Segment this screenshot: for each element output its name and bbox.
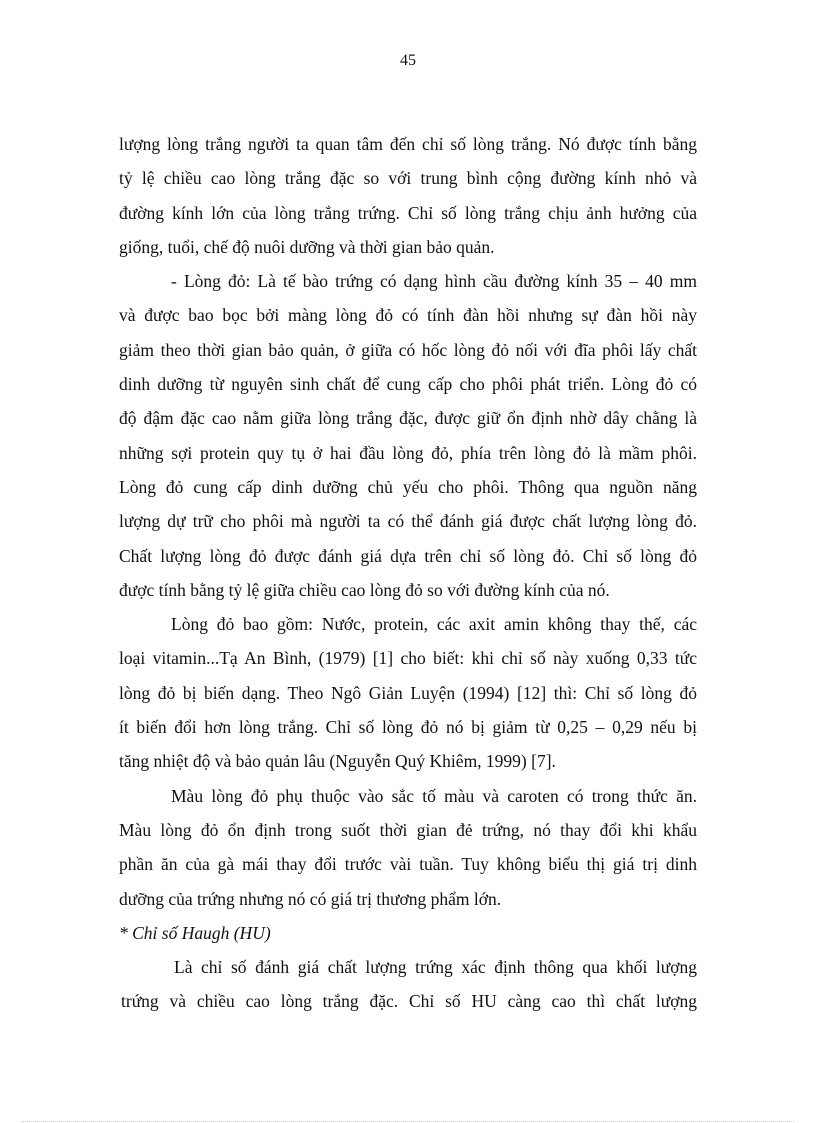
text-line: Chất lượng lòng đỏ được đánh giá dựa trên chỉ số lòng đỏ. Chỉ số lòng đỏ xyxy=(119,545,697,566)
text-line: lượng dự trữ cho phôi mà người ta có thể đánh giá được chất lượng lòng đỏ. xyxy=(119,511,697,532)
page-bottom-rule xyxy=(22,1121,794,1122)
text-line: - Lòng đỏ: Là tế bào trứng có dạng hình cầu đường kính 35 – 40 mm xyxy=(171,271,697,292)
text-line: tăng nhiệt độ và bảo quản lâu (Nguyễn Quý Khiêm, 1999) [7]. xyxy=(119,751,556,772)
text-line: giảm theo thời gian bảo quản, ở giữa có hốc lòng đỏ nối với đĩa phôi lấy chất xyxy=(119,339,697,360)
text-line: tỷ lệ chiều cao lòng trắng đặc so với trung bình cộng đường kính nhỏ và xyxy=(119,168,697,189)
page-number: 45 xyxy=(400,52,416,69)
text-line: dinh dưỡng từ nguyên sinh chất để cung cấp cho phôi phát triển. Lòng đỏ có xyxy=(119,374,697,395)
text-line: dưỡng của trứng nhưng nó có giá trị thương phẩm lớn. xyxy=(119,888,502,909)
text-line: Màu lòng đỏ phụ thuộc vào sắc tố màu và caroten có trong thức ăn. xyxy=(171,785,697,806)
text-line: những sợi protein quy tụ ở hai đầu lòng đỏ, phía trên lòng đỏ là mầm phôi. xyxy=(119,442,697,463)
text-line: trứng và chiều cao lòng trắng đặc. Chỉ số HU càng cao thì chất lượng xyxy=(121,991,697,1012)
text-line: phần ăn của gà mái thay đổi trước vài tuần. Tuy không biểu thị giá trị dinh xyxy=(119,854,697,875)
text-line: độ đậm đặc cao nằm giữa lòng trắng đặc, được giữ ổn định nhờ dây chằng là xyxy=(119,408,697,429)
section-heading: * Chỉ số Haugh (HU) xyxy=(119,922,271,943)
text-line: Màu lòng đỏ ổn định trong suốt thời gian đẻ trứng, nó thay đổi khi khẩu xyxy=(119,819,697,840)
text-line: được tính bằng tỷ lệ giữa chiều cao lòng đỏ so với đường kính của nó. xyxy=(119,579,610,600)
text-line: Lòng đỏ cung cấp dinh dưỡng chủ yếu cho phôi. Thông qua nguồn năng xyxy=(119,476,697,497)
text-line: đường kính lớn của lòng trắng trứng. Chỉ số lòng trắng chịu ảnh hưởng của xyxy=(119,202,697,223)
text-line: lượng lòng trắng người ta quan tâm đến chỉ số lòng trắng. Nó được tính bằng xyxy=(119,134,697,154)
text-line: Lòng đỏ bao gồm: Nước, protein, các axit amin không thay thế, các xyxy=(171,614,697,635)
text-line: và được bao bọc bởi màng lòng đỏ có tính đàn hồi nhưng sự đàn hồi này xyxy=(119,305,697,326)
text-line: giống, tuổi, chế độ nuôi dưỡng và thời gian bảo quản. xyxy=(119,236,495,257)
text-line: lòng đỏ bị biến dạng. Theo Ngô Giản Luyện (1994) [12] thì: Chỉ số lòng đỏ xyxy=(119,682,697,703)
document-body xyxy=(119,127,697,1019)
text-line: ít biến đổi hơn lòng trắng. Chỉ số lòng đỏ nó bị giảm từ 0,25 – 0,29 nếu bị xyxy=(119,717,697,738)
text-line: Là chỉ số đánh giá chất lượng trứng xác định thông qua khối lượng xyxy=(174,957,697,978)
text-line: loại vitamin...Tạ An Bình, (1979) [1] cho biết: khi chỉ số này xuống 0,33 tức xyxy=(119,648,697,669)
